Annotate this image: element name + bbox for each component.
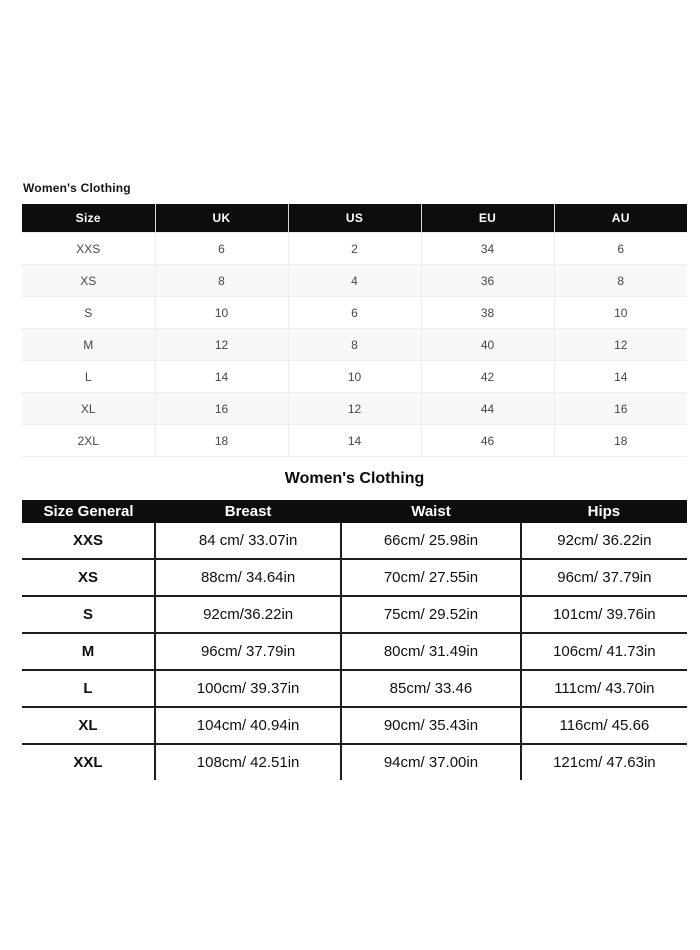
measurement-table-body: [22, 523, 687, 780]
table-cell: 94cm/ 37.00in: [341, 744, 521, 780]
table-cell: 12: [155, 329, 288, 361]
size-chart-content: [22, 181, 687, 780]
table-cell: 8: [554, 265, 687, 297]
table-cell: 100cm/ 39.37in: [155, 670, 341, 707]
table-cell: 106cm/ 41.73in: [521, 633, 687, 670]
column-header-us: US: [288, 204, 421, 233]
column-header-breast: Breast: [155, 500, 341, 523]
table-cell: 80cm/ 31.49in: [341, 633, 521, 670]
table-cell: 101cm/ 39.76in: [521, 596, 687, 633]
table-cell: 12: [288, 393, 421, 425]
table-cell: 16: [554, 393, 687, 425]
table-cell: XXS: [22, 523, 155, 559]
table-row: [22, 523, 687, 559]
column-header-eu: EU: [421, 204, 554, 233]
table-cell: 90cm/ 35.43in: [341, 707, 521, 744]
table-cell: XS: [22, 265, 155, 297]
table-row: [22, 707, 687, 744]
table-cell: XS: [22, 559, 155, 596]
table-cell: 16: [155, 393, 288, 425]
table-cell: S: [22, 297, 155, 329]
table-cell: XXS: [22, 233, 155, 265]
table-row: [22, 297, 687, 329]
table-cell: 88cm/ 34.64in: [155, 559, 341, 596]
table-cell: M: [22, 329, 155, 361]
column-header-size: Size: [22, 204, 155, 233]
measurement-size-table: [22, 500, 687, 780]
table-cell: 96cm/ 37.79in: [521, 559, 687, 596]
column-header-size-general: Size General: [22, 500, 155, 523]
table-cell: 108cm/ 42.51in: [155, 744, 341, 780]
table-cell: 96cm/ 37.79in: [155, 633, 341, 670]
table-cell: M: [22, 633, 155, 670]
table-cell: 44: [421, 393, 554, 425]
table-cell: 121cm/ 47.63in: [521, 744, 687, 780]
table-row: [22, 559, 687, 596]
table-cell: 10: [288, 361, 421, 393]
table-cell: 6: [155, 233, 288, 265]
measurement-table-head: [22, 500, 687, 523]
column-header-uk: UK: [155, 204, 288, 233]
international-size-title: Women's Clothing: [23, 181, 131, 195]
table-cell: XL: [22, 393, 155, 425]
table-cell: 14: [155, 361, 288, 393]
table-cell: 6: [554, 233, 687, 265]
table-row: [22, 393, 687, 425]
table-cell: 2: [288, 233, 421, 265]
table-cell: 104cm/ 40.94in: [155, 707, 341, 744]
table-header-row: [22, 204, 687, 233]
table-cell: L: [22, 670, 155, 707]
table-cell: 42: [421, 361, 554, 393]
international-size-section: [22, 181, 687, 457]
international-table-head: [22, 204, 687, 233]
table-cell: 36: [421, 265, 554, 297]
table-cell: 40: [421, 329, 554, 361]
column-header-au: AU: [554, 204, 687, 233]
table-row: [22, 633, 687, 670]
measurement-size-section: [22, 470, 687, 780]
table-cell: 4: [288, 265, 421, 297]
table-cell: 8: [155, 265, 288, 297]
table-cell: 38: [421, 297, 554, 329]
table-cell: 92cm/ 36.22in: [521, 523, 687, 559]
table-cell: 14: [554, 361, 687, 393]
table-header-row: [22, 500, 687, 523]
table-cell: 84 cm/ 33.07in: [155, 523, 341, 559]
table-row: [22, 265, 687, 297]
column-header-hips: Hips: [521, 500, 687, 523]
table-cell: 92cm/36.22in: [155, 596, 341, 633]
table-cell: XL: [22, 707, 155, 744]
international-table-body: [22, 233, 687, 457]
table-cell: XXL: [22, 744, 155, 780]
table-row: [22, 425, 687, 457]
table-cell: 12: [554, 329, 687, 361]
table-cell: 2XL: [22, 425, 155, 457]
table-cell: 8: [288, 329, 421, 361]
table-row: [22, 361, 687, 393]
table-row: [22, 233, 687, 265]
table-row: [22, 329, 687, 361]
table-cell: 116cm/ 45.66: [521, 707, 687, 744]
table-cell: 46: [421, 425, 554, 457]
table-cell: 75cm/ 29.52in: [341, 596, 521, 633]
table-row: [22, 596, 687, 633]
table-cell: 85cm/ 33.46: [341, 670, 521, 707]
table-cell: 34: [421, 233, 554, 265]
table-cell: 18: [554, 425, 687, 457]
table-row: [22, 670, 687, 707]
column-header-waist: Waist: [341, 500, 521, 523]
table-cell: 10: [155, 297, 288, 329]
measurement-size-title: Women's Clothing: [284, 470, 425, 487]
table-cell: 10: [554, 297, 687, 329]
table-cell: L: [22, 361, 155, 393]
table-cell: 111cm/ 43.70in: [521, 670, 687, 707]
table-cell: 14: [288, 425, 421, 457]
table-cell: 18: [155, 425, 288, 457]
table-cell: 6: [288, 297, 421, 329]
table-cell: 70cm/ 27.55in: [341, 559, 521, 596]
table-cell: 66cm/ 25.98in: [341, 523, 521, 559]
international-size-table: [22, 204, 687, 457]
table-row: [22, 744, 687, 780]
table-cell: S: [22, 596, 155, 633]
